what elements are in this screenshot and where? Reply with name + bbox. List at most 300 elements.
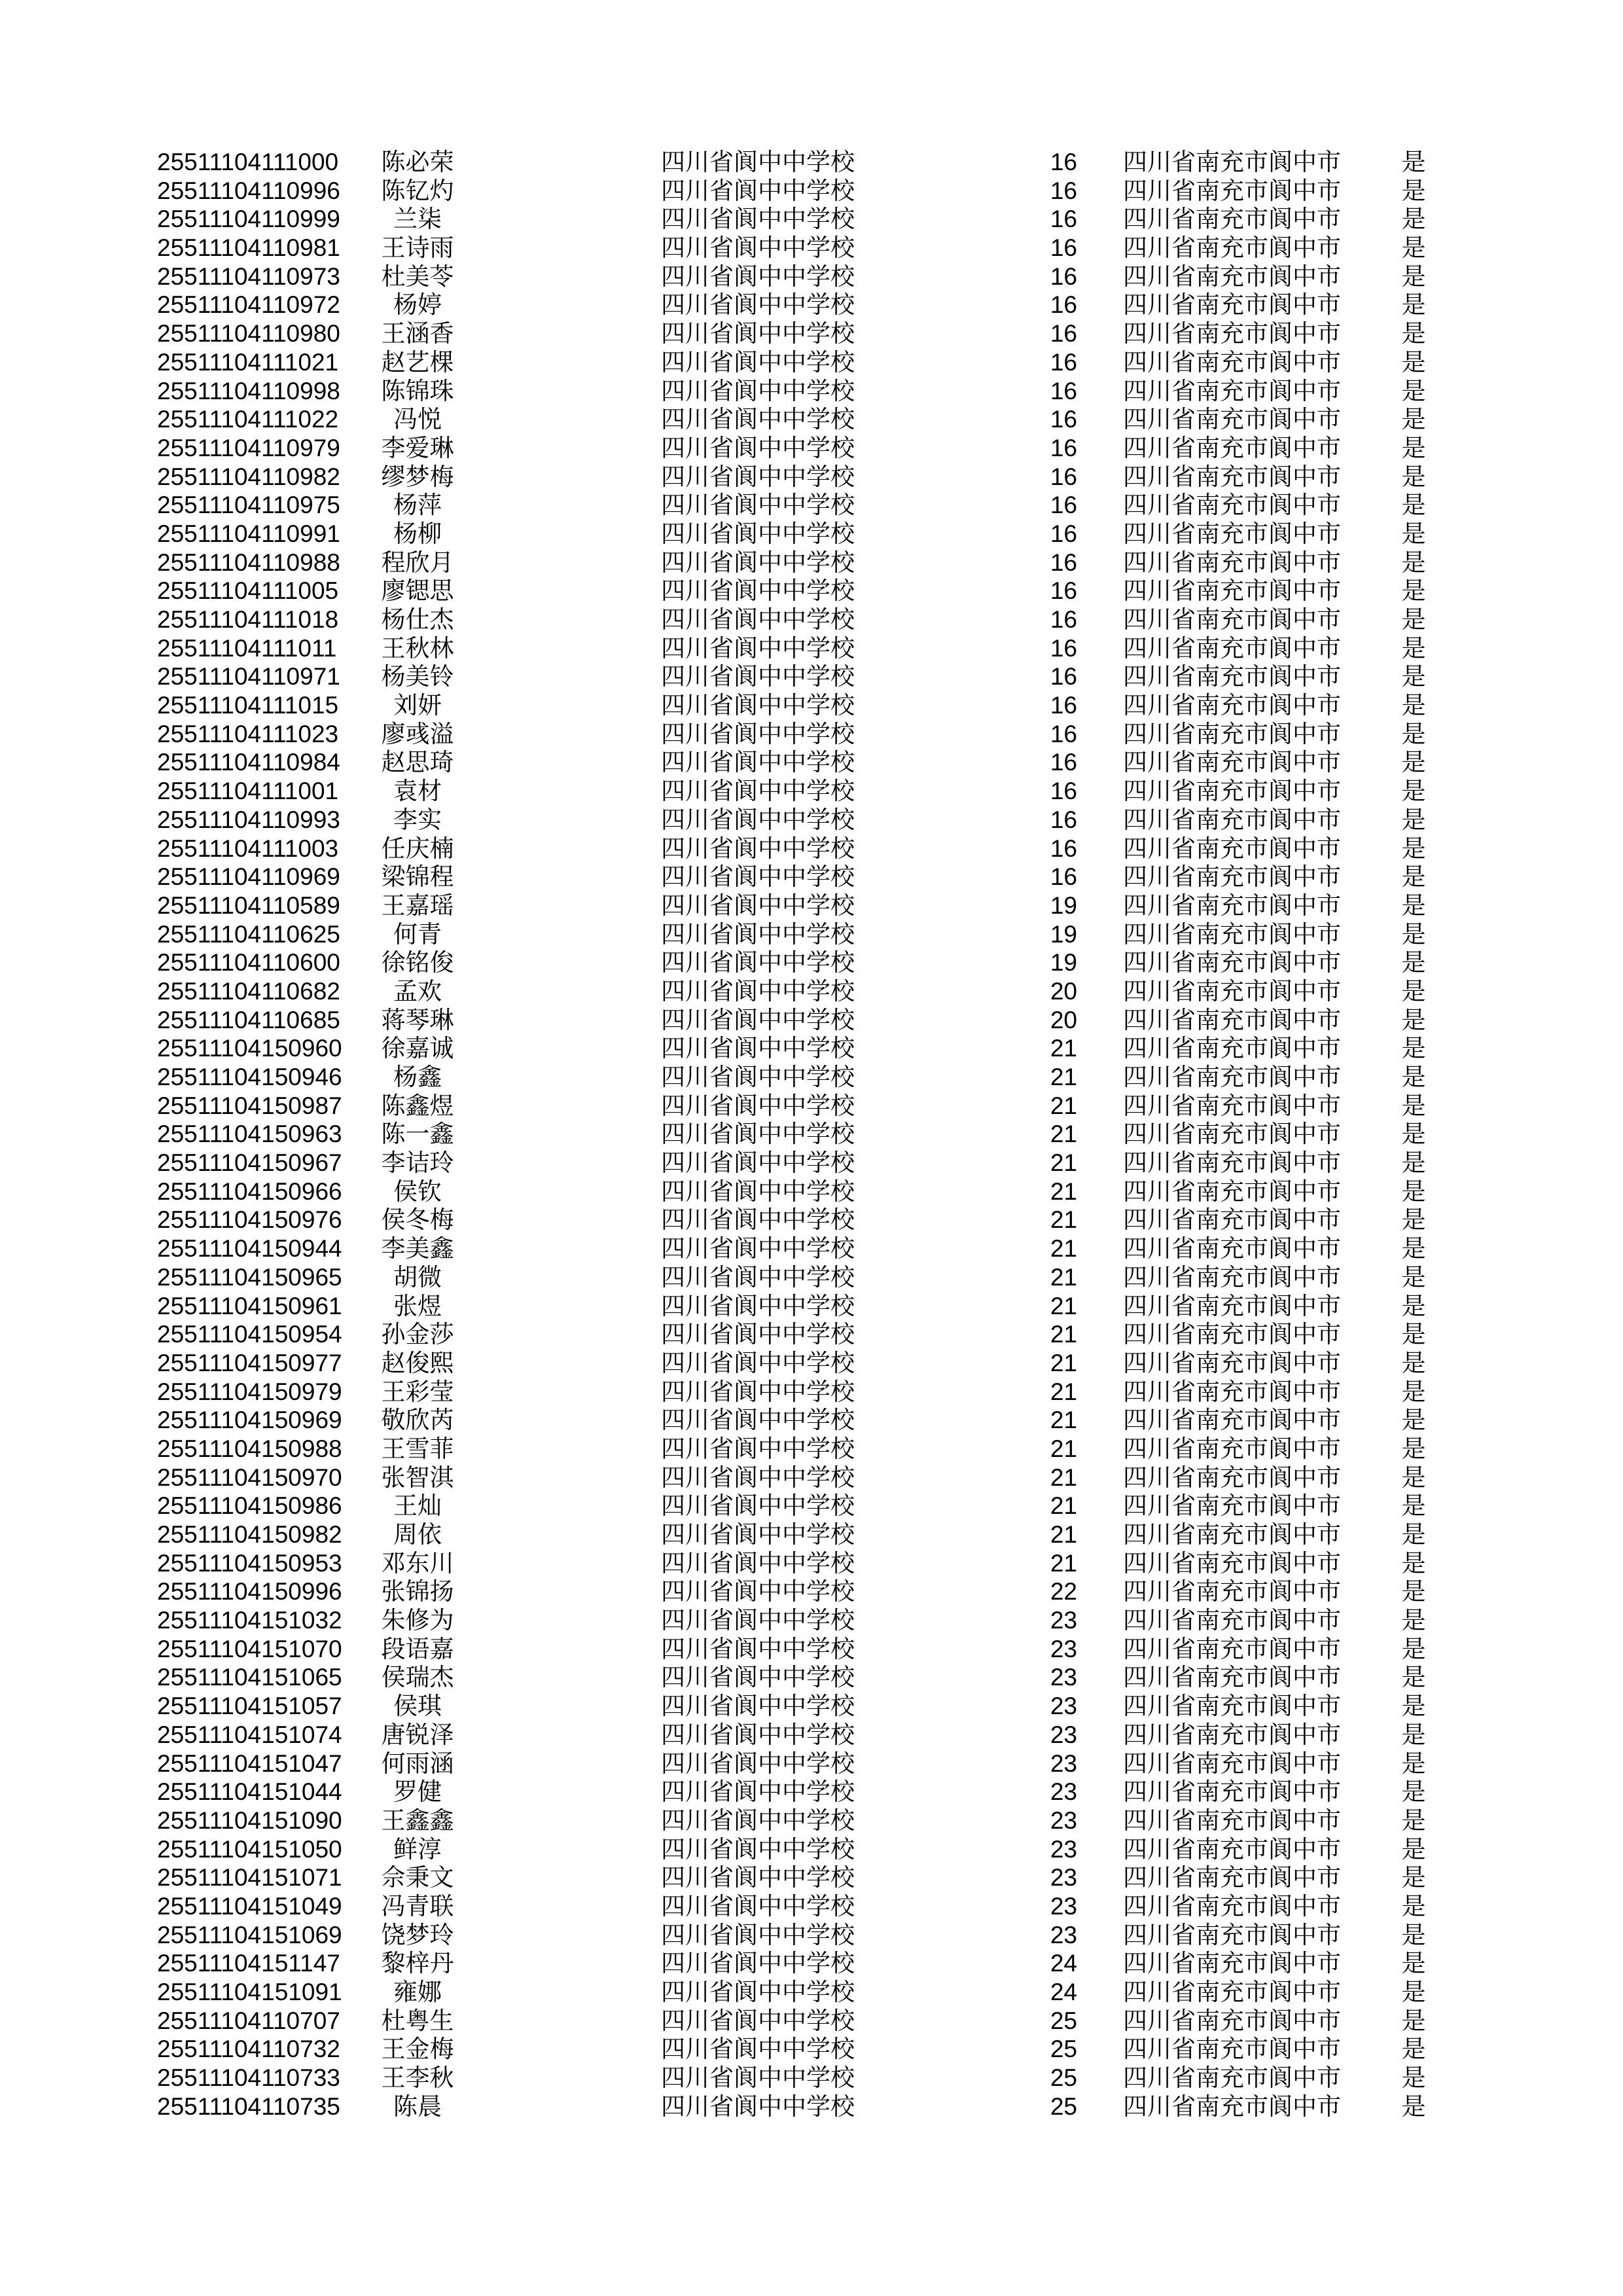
count-cell: 21 [1050, 1149, 1077, 1177]
count-cell: 23 [1050, 1635, 1077, 1662]
school-cell: 四川省阆中中学校 [661, 1635, 855, 1662]
student-name-cell: 王涵香 [381, 320, 454, 348]
school-cell: 四川省阆中中学校 [661, 2007, 855, 2034]
city-cell: 四川省南充市阆中市 [1123, 1578, 1341, 1605]
city-cell: 四川省南充市阆中市 [1123, 177, 1341, 204]
table-row [0, 1549, 1623, 1578]
school-cell: 四川省阆中中学校 [661, 320, 855, 348]
count-cell: 25 [1050, 2036, 1077, 2063]
count-cell: 23 [1050, 1749, 1077, 1777]
exam-id-cell: 25511104110971 [157, 663, 340, 691]
count-cell: 21 [1050, 1521, 1077, 1548]
confirmed-cell: 是 [1401, 1778, 1426, 1806]
exam-id-cell: 25511104110973 [157, 262, 340, 290]
student-name-cell: 佘秉文 [381, 1864, 454, 1892]
table-row [0, 2064, 1623, 2092]
table-row [0, 1234, 1623, 1263]
city-cell: 四川省南充市阆中市 [1123, 1263, 1341, 1291]
table-row [0, 319, 1623, 348]
student-name-cell: 王灿 [393, 1492, 442, 1520]
count-cell: 21 [1050, 1549, 1077, 1577]
confirmed-cell: 是 [1401, 1578, 1426, 1605]
city-cell: 四川省南充市阆中市 [1123, 577, 1341, 605]
student-name-cell: 王雪菲 [381, 1435, 454, 1462]
exam-id-cell: 25511104110998 [157, 377, 340, 404]
student-name-cell: 王李秋 [381, 2064, 454, 2092]
school-cell: 四川省阆中中学校 [661, 348, 855, 376]
school-cell: 四川省阆中中学校 [661, 1064, 855, 1090]
confirmed-cell: 是 [1401, 548, 1426, 576]
city-cell: 四川省南充市阆中市 [1123, 949, 1341, 977]
count-cell: 24 [1050, 1950, 1077, 1977]
student-name-cell: 李爱琳 [381, 434, 454, 461]
school-cell: 四川省阆中中学校 [661, 1407, 855, 1434]
school-cell: 四川省阆中中学校 [661, 634, 855, 662]
school-cell: 四川省阆中中学校 [661, 977, 855, 1005]
confirmed-cell: 是 [1401, 434, 1426, 461]
count-cell: 21 [1050, 1121, 1077, 1148]
exam-id-cell: 25511104110625 [157, 920, 340, 948]
city-cell: 四川省南充市阆中市 [1123, 1006, 1341, 1033]
exam-id-cell: 25511104110969 [157, 863, 340, 891]
exam-id-cell: 25511104150966 [157, 1177, 342, 1205]
count-cell: 16 [1050, 692, 1077, 719]
exam-id-cell: 25511104150970 [157, 1463, 342, 1491]
confirmed-cell: 是 [1401, 1921, 1426, 1948]
city-cell: 四川省南充市阆中市 [1123, 1121, 1341, 1148]
count-cell: 21 [1050, 1349, 1077, 1376]
table-row [0, 748, 1623, 777]
city-cell: 四川省南充市阆中市 [1123, 1435, 1341, 1462]
confirmed-cell: 是 [1401, 1721, 1426, 1748]
exam-id-cell: 25511104150982 [157, 1521, 342, 1548]
confirmed-cell: 是 [1401, 778, 1426, 805]
student-name-cell: 兰柒 [393, 206, 442, 233]
student-name-cell: 廖彧溢 [381, 720, 454, 747]
student-name-cell: 杨美铃 [381, 663, 454, 691]
city-cell: 四川省南充市阆中市 [1123, 320, 1341, 348]
count-cell: 16 [1050, 149, 1077, 175]
exam-id-cell: 25511104110979 [157, 434, 340, 461]
confirmed-cell: 是 [1401, 1979, 1426, 2005]
table-row [0, 434, 1623, 463]
student-name-cell: 邓东川 [381, 1549, 454, 1577]
confirmed-cell: 是 [1401, 291, 1426, 319]
student-name-cell: 蒋琴琳 [381, 1006, 454, 1033]
confirmed-cell: 是 [1401, 492, 1426, 519]
count-cell: 16 [1050, 348, 1077, 376]
student-name-cell: 王金梅 [381, 2036, 454, 2063]
table-row [0, 977, 1623, 1006]
city-cell: 四川省南充市阆中市 [1123, 1664, 1341, 1691]
student-table [0, 148, 1623, 2121]
city-cell: 四川省南充市阆中市 [1123, 520, 1341, 547]
school-cell: 四川省阆中中学校 [661, 720, 855, 747]
table-row [0, 1063, 1623, 1092]
exam-id-cell: 25511104110589 [157, 891, 340, 919]
city-cell: 四川省南充市阆中市 [1123, 920, 1341, 948]
city-cell: 四川省南充市阆中市 [1123, 1035, 1341, 1062]
city-cell: 四川省南充市阆中市 [1123, 1349, 1341, 1376]
count-cell: 21 [1050, 1035, 1077, 1062]
school-cell: 四川省阆中中学校 [661, 1921, 855, 1948]
table-row [0, 1835, 1623, 1864]
table-row [0, 491, 1623, 520]
school-cell: 四川省阆中中学校 [661, 1721, 855, 1748]
confirmed-cell: 是 [1401, 1006, 1426, 1033]
count-cell: 16 [1050, 720, 1077, 747]
confirmed-cell: 是 [1401, 1693, 1426, 1720]
exam-id-cell: 25511104151065 [157, 1664, 342, 1691]
table-row [0, 1663, 1623, 1692]
school-cell: 四川省阆中中学校 [661, 1263, 855, 1291]
student-name-cell: 陈钇灼 [381, 177, 454, 204]
school-cell: 四川省阆中中学校 [661, 1835, 855, 1863]
city-cell: 四川省南充市阆中市 [1123, 1235, 1341, 1263]
confirmed-cell: 是 [1401, 2036, 1426, 2063]
student-name-cell: 朱修为 [381, 1607, 454, 1634]
confirmed-cell: 是 [1401, 1664, 1426, 1691]
count-cell: 25 [1050, 2064, 1077, 2092]
exam-id-cell: 25511104110982 [157, 463, 340, 490]
student-name-cell: 陈一鑫 [381, 1121, 454, 1148]
school-cell: 四川省阆中中学校 [661, 692, 855, 719]
city-cell: 四川省南充市阆中市 [1123, 634, 1341, 662]
exam-id-cell: 25511104151047 [157, 1749, 342, 1777]
table-row [0, 262, 1623, 291]
confirmed-cell: 是 [1401, 234, 1426, 262]
student-name-cell: 王诗雨 [381, 234, 454, 262]
city-cell: 四川省南充市阆中市 [1123, 1864, 1341, 1892]
school-cell: 四川省阆中中学校 [661, 606, 855, 633]
school-cell: 四川省阆中中学校 [661, 1149, 855, 1177]
count-cell: 21 [1050, 1235, 1077, 1263]
table-row [0, 1320, 1623, 1349]
school-cell: 四川省阆中中学校 [661, 262, 855, 290]
exam-id-cell: 25511104150986 [157, 1492, 342, 1520]
confirmed-cell: 是 [1401, 1206, 1426, 1234]
confirmed-cell: 是 [1401, 1263, 1426, 1291]
table-row [0, 463, 1623, 492]
count-cell: 20 [1050, 977, 1077, 1005]
student-name-cell: 程欣月 [381, 548, 454, 576]
count-cell: 23 [1050, 1607, 1077, 1634]
table-row [0, 1606, 1623, 1635]
school-cell: 四川省阆中中学校 [661, 577, 855, 605]
count-cell: 21 [1050, 1206, 1077, 1234]
confirmed-cell: 是 [1401, 834, 1426, 862]
school-cell: 四川省阆中中学校 [661, 1892, 855, 1920]
count-cell: 23 [1050, 1921, 1077, 1948]
count-cell: 21 [1050, 1378, 1077, 1405]
exam-id-cell: 25511104150977 [157, 1349, 342, 1376]
student-name-cell: 雍娜 [393, 1979, 442, 2005]
exam-id-cell: 25511104151050 [157, 1835, 342, 1863]
count-cell: 23 [1050, 1721, 1077, 1748]
city-cell: 四川省南充市阆中市 [1123, 1521, 1341, 1548]
student-name-cell: 侯瑞杰 [381, 1664, 454, 1691]
student-name-cell: 段语嘉 [381, 1635, 454, 1662]
student-name-cell: 罗健 [393, 1778, 442, 1806]
exam-id-cell: 25511104111011 [157, 634, 337, 662]
confirmed-cell: 是 [1401, 1321, 1426, 1348]
city-cell: 四川省南充市阆中市 [1123, 262, 1341, 290]
exam-id-cell: 25511104150961 [157, 1292, 342, 1319]
count-cell: 25 [1050, 2007, 1077, 2034]
city-cell: 四川省南充市阆中市 [1123, 749, 1341, 776]
confirmed-cell: 是 [1401, 1549, 1426, 1577]
exam-id-cell: 25511104110685 [157, 1006, 340, 1033]
school-cell: 四川省阆中中学校 [661, 463, 855, 490]
confirmed-cell: 是 [1401, 1835, 1426, 1863]
table-row [0, 1034, 1623, 1063]
city-cell: 四川省南充市阆中市 [1123, 2036, 1341, 2063]
student-name-cell: 刘妍 [393, 692, 442, 719]
school-cell: 四川省阆中中学校 [661, 1521, 855, 1548]
school-cell: 四川省阆中中学校 [661, 149, 855, 175]
exam-id-cell: 25511104110975 [157, 492, 340, 519]
confirmed-cell: 是 [1401, 949, 1426, 977]
confirmed-cell: 是 [1401, 520, 1426, 547]
school-cell: 四川省阆中中学校 [661, 492, 855, 519]
exam-id-cell: 25511104150979 [157, 1378, 342, 1405]
table-row [0, 1435, 1623, 1463]
confirmed-cell: 是 [1401, 1607, 1426, 1634]
table-row [0, 2007, 1623, 2036]
school-cell: 四川省阆中中学校 [661, 406, 855, 433]
confirmed-cell: 是 [1401, 1121, 1426, 1148]
table-row [0, 1863, 1623, 1892]
exam-id-cell: 25511104150969 [157, 1407, 342, 1434]
count-cell: 23 [1050, 1693, 1077, 1720]
school-cell: 四川省阆中中学校 [661, 2064, 855, 2092]
exam-id-cell: 25511104111018 [157, 606, 339, 633]
exam-id-cell: 25511104110988 [157, 548, 340, 576]
school-cell: 四川省阆中中学校 [661, 806, 855, 833]
exam-id-cell: 25511104150976 [157, 1206, 342, 1234]
city-cell: 四川省南充市阆中市 [1123, 548, 1341, 576]
confirmed-cell: 是 [1401, 634, 1426, 662]
exam-id-cell: 25511104150946 [157, 1064, 342, 1090]
confirmed-cell: 是 [1401, 891, 1426, 919]
school-cell: 四川省阆中中学校 [661, 234, 855, 262]
exam-id-cell: 25511104111022 [157, 406, 339, 433]
exam-id-cell: 25511104111005 [157, 577, 339, 605]
student-name-cell: 何雨涵 [381, 1749, 454, 1777]
city-cell: 四川省南充市阆中市 [1123, 1292, 1341, 1319]
exam-id-cell: 25511104110980 [157, 320, 340, 348]
student-name-cell: 任庆楠 [381, 834, 454, 862]
city-cell: 四川省南充市阆中市 [1123, 977, 1341, 1005]
exam-id-cell: 25511104110999 [157, 206, 340, 233]
school-cell: 四川省阆中中学校 [661, 434, 855, 461]
school-cell: 四川省阆中中学校 [661, 1035, 855, 1062]
count-cell: 21 [1050, 1263, 1077, 1291]
confirmed-cell: 是 [1401, 463, 1426, 490]
exam-id-cell: 25511104110600 [157, 949, 340, 977]
table-row [0, 291, 1623, 319]
exam-id-cell: 25511104111001 [157, 778, 339, 805]
confirmed-cell: 是 [1401, 1950, 1426, 1977]
school-cell: 四川省阆中中学校 [661, 1435, 855, 1462]
table-row [0, 1692, 1623, 1721]
table-row [0, 177, 1623, 206]
table-row [0, 1492, 1623, 1520]
table-row [0, 1206, 1623, 1234]
student-name-cell: 王秋林 [381, 634, 454, 662]
count-cell: 23 [1050, 1892, 1077, 1920]
count-cell: 21 [1050, 1177, 1077, 1205]
confirmed-cell: 是 [1401, 1435, 1426, 1462]
exam-id-cell: 25511104151071 [157, 1864, 342, 1892]
table-row [0, 691, 1623, 720]
student-name-cell: 徐嘉诚 [381, 1035, 454, 1062]
exam-id-cell: 25511104110682 [157, 977, 340, 1005]
confirmed-cell: 是 [1401, 1349, 1426, 1376]
exam-id-cell: 25511104150960 [157, 1035, 342, 1062]
city-cell: 四川省南充市阆中市 [1123, 1693, 1341, 1720]
city-cell: 四川省南充市阆中市 [1123, 1492, 1341, 1520]
student-name-cell: 张煜 [393, 1292, 442, 1319]
count-cell: 16 [1050, 377, 1077, 404]
student-name-cell: 袁材 [393, 778, 442, 805]
school-cell: 四川省阆中中学校 [661, 1549, 855, 1577]
confirmed-cell: 是 [1401, 1092, 1426, 1119]
confirmed-cell: 是 [1401, 1864, 1426, 1892]
student-name-cell: 赵俊熙 [381, 1349, 454, 1376]
student-name-cell: 杨萍 [393, 492, 442, 519]
table-row [0, 1406, 1623, 1435]
city-cell: 四川省南充市阆中市 [1123, 1635, 1341, 1662]
count-cell: 23 [1050, 1778, 1077, 1806]
city-cell: 四川省南充市阆中市 [1123, 720, 1341, 747]
city-cell: 四川省南充市阆中市 [1123, 1806, 1341, 1834]
table-row [0, 348, 1623, 377]
school-cell: 四川省阆中中学校 [661, 548, 855, 576]
confirmed-cell: 是 [1401, 806, 1426, 833]
city-cell: 四川省南充市阆中市 [1123, 463, 1341, 490]
student-name-cell: 孙金莎 [381, 1321, 454, 1348]
confirmed-cell: 是 [1401, 1177, 1426, 1205]
table-row [0, 577, 1623, 605]
school-cell: 四川省阆中中学校 [661, 1664, 855, 1691]
school-cell: 四川省阆中中学校 [661, 177, 855, 204]
count-cell: 21 [1050, 1463, 1077, 1491]
city-cell: 四川省南充市阆中市 [1123, 692, 1341, 719]
table-row [0, 1263, 1623, 1292]
confirmed-cell: 是 [1401, 2092, 1426, 2120]
count-cell: 20 [1050, 1006, 1077, 1033]
city-cell: 四川省南充市阆中市 [1123, 1177, 1341, 1205]
confirmed-cell: 是 [1401, 1521, 1426, 1548]
school-cell: 四川省阆中中学校 [661, 1578, 855, 1605]
count-cell: 16 [1050, 434, 1077, 461]
confirmed-cell: 是 [1401, 348, 1426, 376]
student-name-cell: 杜美苓 [381, 262, 454, 290]
exam-id-cell: 25511104150944 [157, 1235, 342, 1263]
exam-id-cell: 25511104150996 [157, 1578, 342, 1605]
school-cell: 四川省阆中中学校 [661, 1177, 855, 1205]
city-cell: 四川省南充市阆中市 [1123, 1721, 1341, 1748]
school-cell: 四川省阆中中学校 [661, 1378, 855, 1405]
city-cell: 四川省南充市阆中市 [1123, 891, 1341, 919]
confirmed-cell: 是 [1401, 720, 1426, 747]
school-cell: 四川省阆中中学校 [661, 1121, 855, 1148]
count-cell: 19 [1050, 891, 1077, 919]
exam-id-cell: 25511104110733 [157, 2064, 340, 2092]
student-name-cell: 侯冬梅 [381, 1206, 454, 1234]
table-row [0, 777, 1623, 806]
count-cell: 16 [1050, 320, 1077, 348]
city-cell: 四川省南充市阆中市 [1123, 1607, 1341, 1634]
school-cell: 四川省阆中中学校 [661, 749, 855, 776]
table-row [0, 1978, 1623, 2007]
city-cell: 四川省南充市阆中市 [1123, 2092, 1341, 2120]
student-name-cell: 杨仕杰 [381, 606, 454, 633]
city-cell: 四川省南充市阆中市 [1123, 1835, 1341, 1863]
student-name-cell: 徐铭俊 [381, 949, 454, 977]
confirmed-cell: 是 [1401, 177, 1426, 204]
table-row [0, 806, 1623, 834]
table-row [0, 605, 1623, 634]
student-name-cell: 李诘玲 [381, 1149, 454, 1177]
exam-id-cell: 25511104110707 [157, 2007, 340, 2034]
exam-id-cell: 25511104110996 [157, 177, 340, 204]
school-cell: 四川省阆中中学校 [661, 1778, 855, 1806]
school-cell: 四川省阆中中学校 [661, 1463, 855, 1491]
exam-id-cell: 25511104151147 [157, 1950, 340, 1977]
city-cell: 四川省南充市阆中市 [1123, 1092, 1341, 1119]
student-name-cell: 敬欣芮 [381, 1407, 454, 1434]
city-cell: 四川省南充市阆中市 [1123, 863, 1341, 891]
confirmed-cell: 是 [1401, 1407, 1426, 1434]
table-row [0, 1092, 1623, 1121]
student-name-cell: 杨鑫 [393, 1064, 442, 1090]
student-name-cell: 周依 [393, 1521, 442, 1548]
count-cell: 24 [1050, 1979, 1077, 2005]
city-cell: 四川省南充市阆中市 [1123, 834, 1341, 862]
count-cell: 16 [1050, 206, 1077, 233]
exam-id-cell: 25511104151074 [157, 1721, 342, 1748]
count-cell: 16 [1050, 577, 1077, 605]
city-cell: 四川省南充市阆中市 [1123, 291, 1341, 319]
confirmed-cell: 是 [1401, 1463, 1426, 1491]
table-row [0, 1921, 1623, 1950]
exam-id-cell: 25511104151070 [157, 1635, 342, 1662]
exam-id-cell: 25511104150987 [157, 1092, 342, 1119]
city-cell: 四川省南充市阆中市 [1123, 2064, 1341, 2092]
table-row [0, 234, 1623, 262]
count-cell: 23 [1050, 1664, 1077, 1691]
city-cell: 四川省南充市阆中市 [1123, 663, 1341, 691]
exam-id-cell: 25511104151057 [157, 1693, 342, 1720]
confirmed-cell: 是 [1401, 377, 1426, 404]
city-cell: 四川省南充市阆中市 [1123, 1321, 1341, 1348]
table-row [0, 891, 1623, 920]
student-name-cell: 侯琪 [393, 1693, 442, 1720]
city-cell: 四川省南充市阆中市 [1123, 234, 1341, 262]
school-cell: 四川省阆中中学校 [661, 1607, 855, 1634]
school-cell: 四川省阆中中学校 [661, 520, 855, 547]
count-cell: 16 [1050, 749, 1077, 776]
count-cell: 16 [1050, 606, 1077, 633]
student-name-cell: 缪梦梅 [381, 463, 454, 490]
exam-id-cell: 25511104111015 [157, 692, 339, 719]
school-cell: 四川省阆中中学校 [661, 1492, 855, 1520]
school-cell: 四川省阆中中学校 [661, 2092, 855, 2120]
count-cell: 23 [1050, 1835, 1077, 1863]
school-cell: 四川省阆中中学校 [661, 2036, 855, 2063]
